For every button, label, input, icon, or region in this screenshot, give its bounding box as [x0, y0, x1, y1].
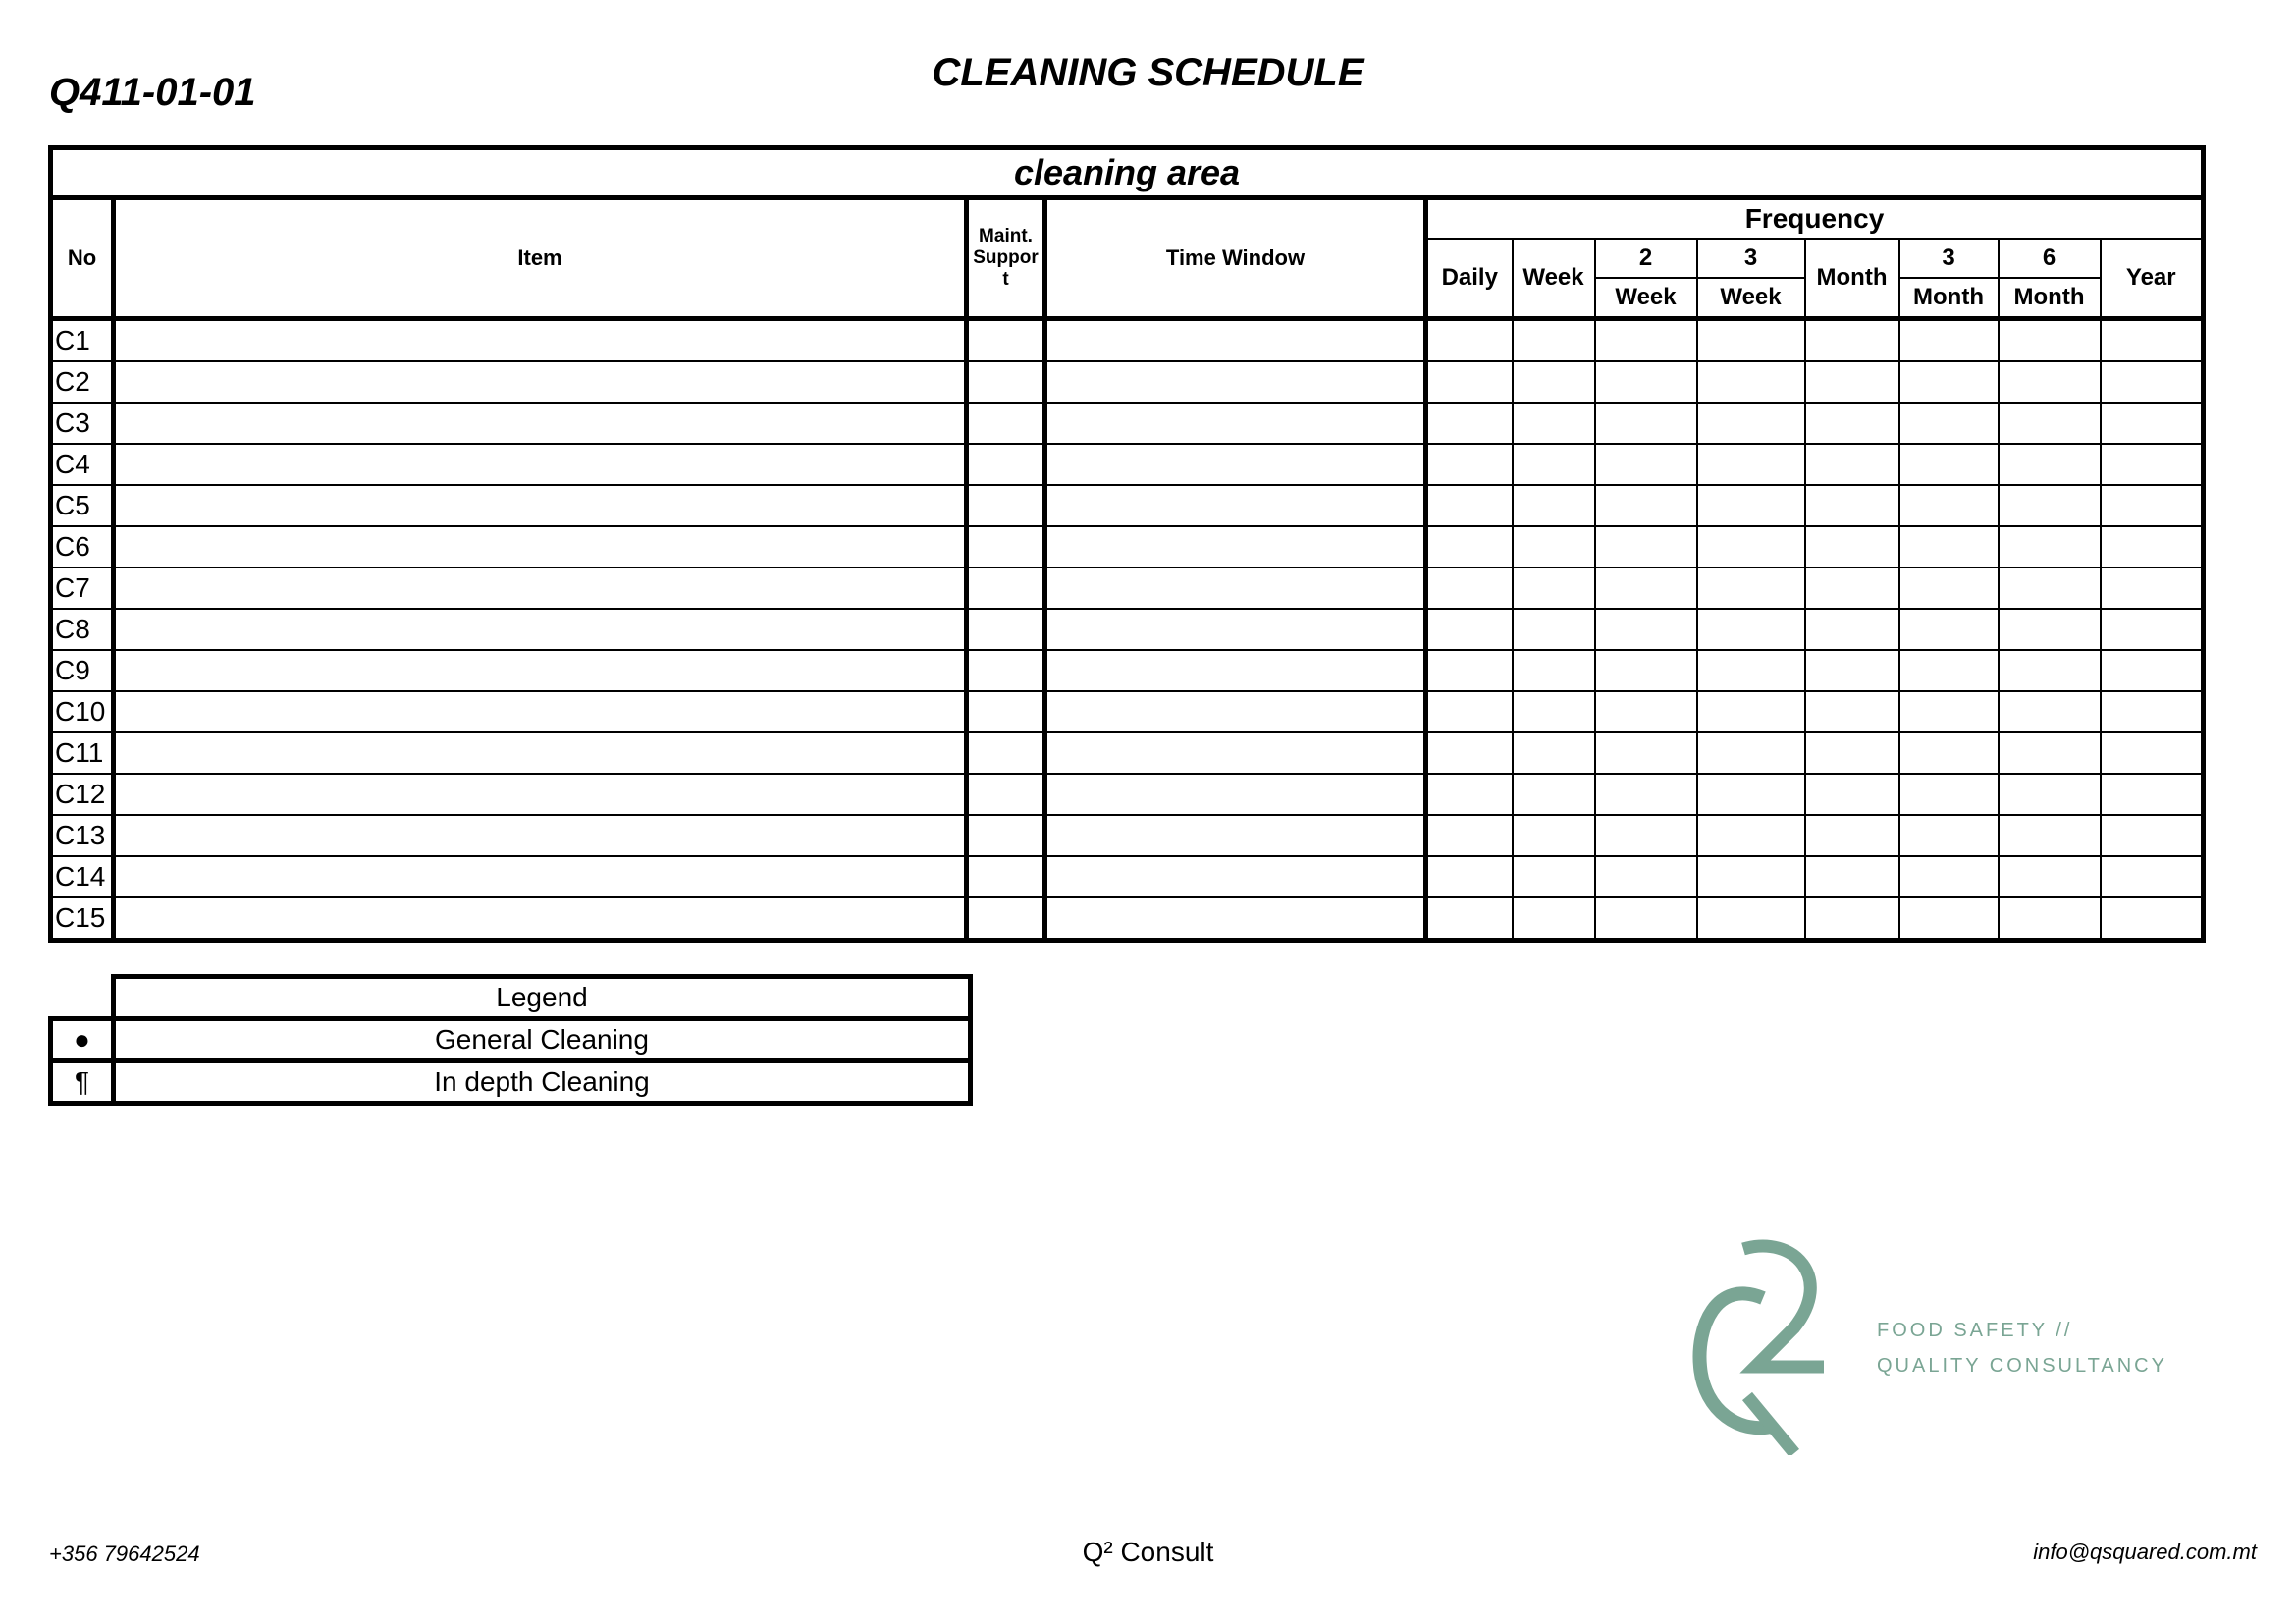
table-row: [51, 856, 2204, 897]
row-number: C2: [51, 361, 114, 403]
table-row: [51, 361, 2204, 403]
table-cell[interactable]: [2101, 650, 2204, 691]
table-cell[interactable]: [1045, 361, 1426, 403]
table-cell[interactable]: [967, 897, 1045, 941]
table-cell[interactable]: [1697, 732, 1805, 774]
table-cell[interactable]: [1595, 650, 1697, 691]
table-cell[interactable]: [114, 403, 967, 444]
table-cell[interactable]: [1805, 897, 1899, 941]
table-cell[interactable]: [1426, 774, 1513, 815]
table-cell[interactable]: [967, 691, 1045, 732]
table-cell[interactable]: [1999, 526, 2101, 568]
table-cell[interactable]: [1899, 526, 1999, 568]
table-cell[interactable]: [1595, 444, 1697, 485]
table-cell[interactable]: [1697, 609, 1805, 650]
table-cell[interactable]: [114, 732, 967, 774]
row-number: C9: [51, 650, 114, 691]
table-row: [51, 568, 2204, 609]
row-number: C13: [51, 815, 114, 856]
table-cell[interactable]: [2101, 897, 2204, 941]
table-cell[interactable]: [1513, 609, 1595, 650]
legend-title: Legend: [114, 977, 971, 1019]
table-cell[interactable]: [1899, 691, 1999, 732]
frequency-header: Frequency: [1426, 198, 2204, 240]
table-cell[interactable]: [114, 856, 967, 897]
table-cell[interactable]: [2101, 444, 2204, 485]
table-cell[interactable]: [1805, 485, 1899, 526]
table-cell[interactable]: [1426, 319, 1513, 362]
table-cell[interactable]: [1045, 732, 1426, 774]
table-cell[interactable]: [1426, 856, 1513, 897]
table-cell[interactable]: [967, 361, 1045, 403]
legend-label-general: General Cleaning: [114, 1019, 971, 1061]
legend-symbol-general: ●: [51, 1019, 114, 1061]
table-row: [51, 732, 2204, 774]
table-cell[interactable]: [1999, 815, 2101, 856]
table-cell[interactable]: [1999, 485, 2101, 526]
table-cell[interactable]: [1999, 856, 2101, 897]
table-cell[interactable]: [1595, 609, 1697, 650]
table-cell[interactable]: [1513, 732, 1595, 774]
row-number: C14: [51, 856, 114, 897]
table-cell[interactable]: [1697, 856, 1805, 897]
table-cell[interactable]: [1697, 774, 1805, 815]
legend-table: [48, 974, 973, 1106]
col-no-header: No: [51, 198, 114, 319]
table-cell[interactable]: [1999, 403, 2101, 444]
table-cell[interactable]: [1999, 444, 2101, 485]
table-cell[interactable]: [114, 526, 967, 568]
brand-tagline-2: QUALITY CONSULTANCY: [1877, 1355, 2167, 1377]
table-cell[interactable]: [1697, 403, 1805, 444]
table-cell[interactable]: [967, 609, 1045, 650]
table-cell[interactable]: [114, 568, 967, 609]
table-cell[interactable]: [1805, 609, 1899, 650]
table-cell[interactable]: [967, 732, 1045, 774]
table-cell[interactable]: [1045, 485, 1426, 526]
table-cell[interactable]: [114, 444, 967, 485]
table-cell[interactable]: [1426, 650, 1513, 691]
table-cell[interactable]: [1595, 526, 1697, 568]
table-cell[interactable]: [1899, 897, 1999, 941]
table-cell[interactable]: [1513, 361, 1595, 403]
table-cell[interactable]: [967, 319, 1045, 362]
table-cell[interactable]: [1513, 403, 1595, 444]
freq-6month-unit: Month: [1999, 278, 2101, 319]
document-title: CLEANING SCHEDULE: [932, 51, 1364, 94]
cleaning-schedule-table: [48, 145, 2206, 943]
table-cell[interactable]: [1805, 403, 1899, 444]
table-cell[interactable]: [2101, 609, 2204, 650]
table-cell[interactable]: [1899, 856, 1999, 897]
q2-logo-mark: [1686, 1239, 1834, 1455]
table-cell[interactable]: [1045, 403, 1426, 444]
table-cell[interactable]: [1045, 774, 1426, 815]
table-cell[interactable]: [1805, 444, 1899, 485]
table-cell[interactable]: [967, 444, 1045, 485]
table-cell[interactable]: [114, 609, 967, 650]
table-cell[interactable]: [1595, 815, 1697, 856]
freq-2week-number: 2: [1595, 239, 1697, 278]
table-cell[interactable]: [1595, 691, 1697, 732]
footer-company: Q² Consult: [1082, 1537, 1214, 1567]
col-item-header: Item: [114, 198, 967, 319]
table-cell[interactable]: [2101, 856, 2204, 897]
table-row: [51, 526, 2204, 568]
table-cell[interactable]: [1595, 403, 1697, 444]
table-cell[interactable]: [1426, 568, 1513, 609]
table-cell[interactable]: [1805, 568, 1899, 609]
table-cell[interactable]: [114, 691, 967, 732]
table-cell[interactable]: [1899, 485, 1999, 526]
table-cell[interactable]: [1426, 485, 1513, 526]
table-cell[interactable]: [1899, 319, 1999, 362]
table-cell[interactable]: [114, 774, 967, 815]
table-cell[interactable]: [1999, 319, 2101, 362]
table-cell[interactable]: [1513, 568, 1595, 609]
table-cell[interactable]: [1899, 609, 1999, 650]
table-cell[interactable]: [1045, 609, 1426, 650]
table-cell[interactable]: [1899, 650, 1999, 691]
row-number: C5: [51, 485, 114, 526]
freq-3month-unit: Month: [1899, 278, 1999, 319]
freq-3week-unit: Week: [1697, 278, 1805, 319]
freq-month-header: Month: [1805, 239, 1899, 319]
table-cell[interactable]: [1999, 361, 2101, 403]
table-cell[interactable]: [1595, 568, 1697, 609]
table-cell[interactable]: [1426, 732, 1513, 774]
table-cell[interactable]: [1805, 815, 1899, 856]
table-cell[interactable]: [967, 526, 1045, 568]
table-cell[interactable]: [2101, 403, 2204, 444]
freq-year-header: Year: [2101, 239, 2204, 319]
table-cell[interactable]: [1513, 774, 1595, 815]
table-cell[interactable]: [1899, 568, 1999, 609]
table-cell[interactable]: [2101, 319, 2204, 362]
table-cell[interactable]: [1899, 444, 1999, 485]
table-cell[interactable]: [1513, 650, 1595, 691]
table-cell[interactable]: [1426, 526, 1513, 568]
row-number: C11: [51, 732, 114, 774]
table-row: [51, 319, 2204, 362]
table-cell[interactable]: [1513, 815, 1595, 856]
row-number: C8: [51, 609, 114, 650]
row-number: C4: [51, 444, 114, 485]
table-cell[interactable]: [1697, 815, 1805, 856]
table-row: [51, 485, 2204, 526]
table-cell[interactable]: [1045, 444, 1426, 485]
table-row: [51, 444, 2204, 485]
table-cell[interactable]: [2101, 361, 2204, 403]
freq-6month-number: 6: [1999, 239, 2101, 278]
table-cell[interactable]: [1045, 526, 1426, 568]
freq-3week-number: 3: [1697, 239, 1805, 278]
table-cell[interactable]: [1805, 650, 1899, 691]
table-cell[interactable]: [2101, 732, 2204, 774]
table-cell[interactable]: [1426, 815, 1513, 856]
table-cell[interactable]: [1426, 444, 1513, 485]
table-cell[interactable]: [2101, 691, 2204, 732]
table-cell[interactable]: [1999, 691, 2101, 732]
table-cell[interactable]: [114, 815, 967, 856]
table-row: [51, 609, 2204, 650]
table-cell[interactable]: [1595, 485, 1697, 526]
table-row: [51, 403, 2204, 444]
table-cell[interactable]: [1805, 319, 1899, 362]
table-cell[interactable]: [114, 485, 967, 526]
row-number: C10: [51, 691, 114, 732]
table-cell[interactable]: [1045, 691, 1426, 732]
table-cell[interactable]: [2101, 485, 2204, 526]
legend-label-in-depth: In depth Cleaning: [114, 1061, 971, 1104]
row-number: C15: [51, 897, 114, 941]
freq-week-header: Week: [1513, 239, 1595, 319]
table-cell[interactable]: [1697, 691, 1805, 732]
logo-text: Q2: [1686, 1239, 1688, 1240]
table-cell[interactable]: [2101, 526, 2204, 568]
table-cell[interactable]: [1697, 568, 1805, 609]
table-cell[interactable]: [2101, 774, 2204, 815]
row-number: C6: [51, 526, 114, 568]
table-cell[interactable]: [967, 856, 1045, 897]
table-cell[interactable]: [1426, 609, 1513, 650]
table-cell[interactable]: [1513, 526, 1595, 568]
table-cell[interactable]: [2101, 815, 2204, 856]
table-cell[interactable]: [1513, 444, 1595, 485]
table-cell[interactable]: [1697, 897, 1805, 941]
table-cell[interactable]: [967, 774, 1045, 815]
table-cell[interactable]: [967, 650, 1045, 691]
table-cell[interactable]: [1595, 319, 1697, 362]
table-cell[interactable]: [1426, 691, 1513, 732]
table-cell[interactable]: [1045, 856, 1426, 897]
footer-email: info@qsquared.com.mt: [2033, 1540, 2257, 1564]
row-number: C12: [51, 774, 114, 815]
table-cell[interactable]: [1999, 774, 2101, 815]
col-time-window-header: Time Window: [1045, 198, 1426, 319]
footer-phone: +356 79642524: [49, 1542, 200, 1566]
table-row: [51, 815, 2204, 856]
table-cell[interactable]: [967, 815, 1045, 856]
table-cell[interactable]: [114, 361, 967, 403]
table-row: [51, 650, 2204, 691]
table-cell[interactable]: [967, 403, 1045, 444]
freq-daily-header: Daily: [1426, 239, 1513, 319]
table-cell[interactable]: [1697, 444, 1805, 485]
row-number: C7: [51, 568, 114, 609]
table-row: [51, 691, 2204, 732]
table-cell[interactable]: [1805, 732, 1899, 774]
table-cell[interactable]: [1999, 609, 2101, 650]
table-cell[interactable]: [1045, 897, 1426, 941]
table-cell[interactable]: [1899, 815, 1999, 856]
table-cell[interactable]: [1999, 568, 2101, 609]
table-cell[interactable]: [1999, 897, 2101, 941]
table-cell[interactable]: [1045, 319, 1426, 362]
table-cell[interactable]: [1805, 691, 1899, 732]
table-cell[interactable]: [1697, 526, 1805, 568]
table-cell[interactable]: [1805, 774, 1899, 815]
table-cell[interactable]: [1999, 732, 2101, 774]
table-cell[interactable]: [1805, 526, 1899, 568]
table-cell[interactable]: [1999, 650, 2101, 691]
table-row: [51, 897, 2204, 941]
table-cell[interactable]: [1513, 319, 1595, 362]
row-number: C3: [51, 403, 114, 444]
table-cell[interactable]: [1426, 897, 1513, 941]
table-cell[interactable]: [1899, 403, 1999, 444]
brand-tagline-1: FOOD SAFETY //: [1877, 1320, 2073, 1341]
table-cell[interactable]: [967, 485, 1045, 526]
table-cell[interactable]: [1426, 361, 1513, 403]
table-cell[interactable]: [1697, 319, 1805, 362]
table-cell[interactable]: [1595, 774, 1697, 815]
table-cell[interactable]: [1045, 650, 1426, 691]
table-cell[interactable]: [114, 650, 967, 691]
q2-logo: [1686, 1239, 1834, 1455]
table-row: [51, 774, 2204, 815]
table-cell[interactable]: [1899, 732, 1999, 774]
table-cell[interactable]: [1697, 485, 1805, 526]
cleaning-area-header: cleaning area: [51, 148, 2204, 198]
table-cell[interactable]: [1899, 774, 1999, 815]
freq-2week-unit: Week: [1595, 278, 1697, 319]
legend-symbol-in-depth: ¶: [51, 1061, 114, 1104]
table-cell[interactable]: [114, 319, 967, 362]
table-cell[interactable]: [1805, 856, 1899, 897]
table-cell[interactable]: [1697, 650, 1805, 691]
table-cell[interactable]: [1595, 897, 1697, 941]
table-cell[interactable]: [1513, 691, 1595, 732]
table-cell[interactable]: [1805, 361, 1899, 403]
row-number: C1: [51, 319, 114, 362]
table-cell[interactable]: [1697, 361, 1805, 403]
table-cell[interactable]: [114, 897, 967, 941]
table-cell[interactable]: [1595, 361, 1697, 403]
table-cell[interactable]: [1595, 856, 1697, 897]
table-cell[interactable]: [1513, 897, 1595, 941]
freq-3month-number: 3: [1899, 239, 1999, 278]
table-cell[interactable]: [2101, 568, 2204, 609]
table-cell[interactable]: [1426, 403, 1513, 444]
table-cell[interactable]: [1595, 732, 1697, 774]
col-maint-support-header: Maint. Suppor t: [967, 198, 1045, 319]
table-cell[interactable]: [1513, 856, 1595, 897]
table-cell[interactable]: [1045, 568, 1426, 609]
table-cell[interactable]: [1513, 485, 1595, 526]
table-cell[interactable]: [1045, 815, 1426, 856]
table-cell[interactable]: [967, 568, 1045, 609]
table-cell[interactable]: [1899, 361, 1999, 403]
document-code: Q411-01-01: [49, 71, 256, 114]
